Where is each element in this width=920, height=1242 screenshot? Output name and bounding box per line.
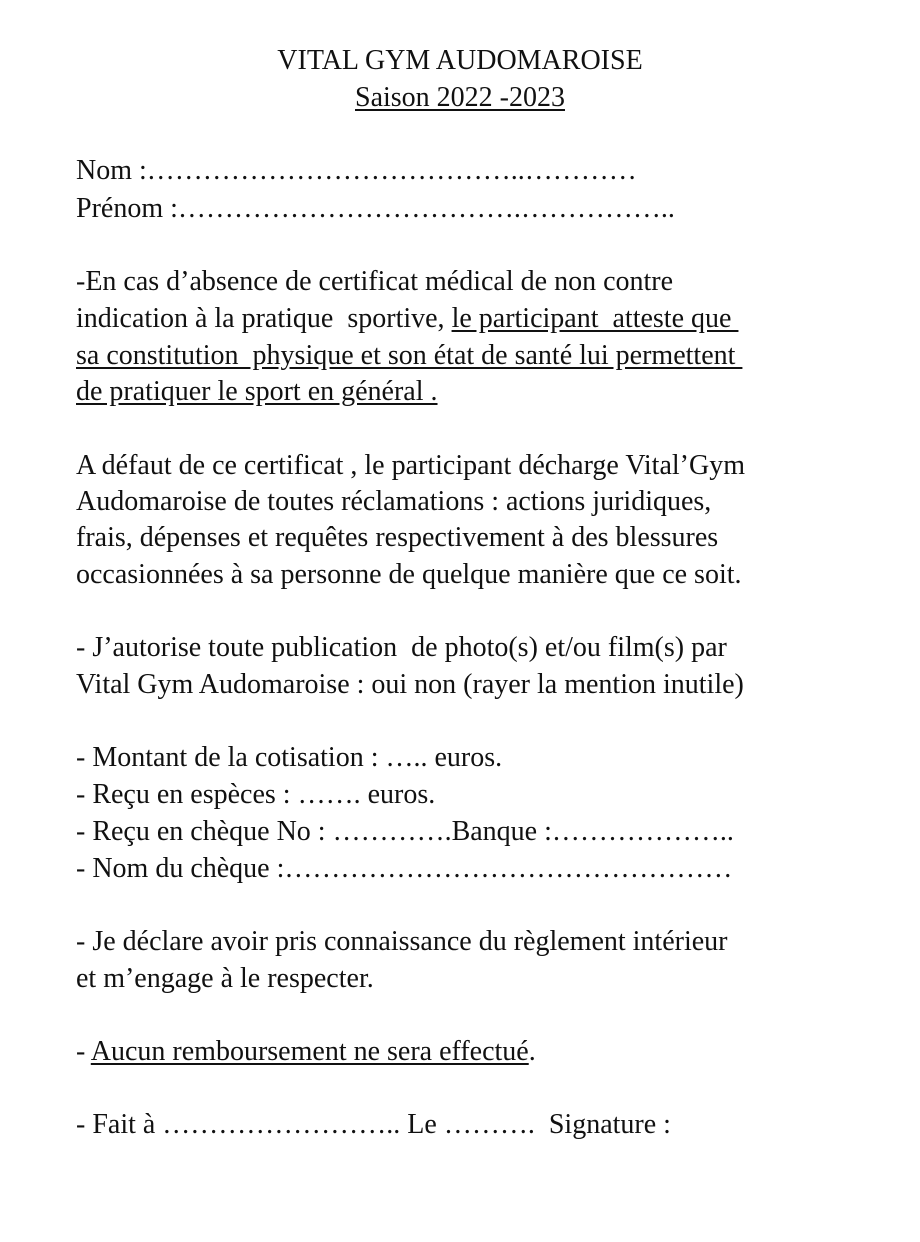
cheque-number-bank-field[interactable]: - Reçu en chèque No : ………….Banque :……………….. xyxy=(76,816,734,847)
reglement-line-1: - Je déclare avoir pris connaissance du règlement intérieur xyxy=(76,926,728,957)
refund-suffix: . xyxy=(528,1036,536,1067)
medical-text-line-2 xyxy=(76,302,738,336)
medical-attestation-line-3: sa constitution physique et son état de santé lui permettent xyxy=(76,340,743,371)
refund-notice xyxy=(76,1035,536,1069)
photo-consent-line-2[interactable]: Vital Gym Audomaroise : oui non (rayer la mention inutile) xyxy=(76,669,744,700)
medical-attestation-underlined: le participant atteste que xyxy=(451,303,739,334)
medical-text-line-1: -En cas d’absence de certificat médical de non contre xyxy=(76,266,674,297)
refund-underlined: Aucun remboursement ne sera effectué xyxy=(90,1036,529,1067)
cheque-name-field[interactable]: - Nom du chèque :………………………………………… xyxy=(76,853,733,884)
nom-field[interactable]: Nom :…………………………………..………… xyxy=(76,155,637,186)
cash-received-field[interactable]: - Reçu en espèces : ……. euros. xyxy=(76,779,436,810)
medical-text-plain: indication à la pratique sportive, xyxy=(76,303,452,334)
photo-consent-line-1: - J’autorise toute publication de photo(s) et/ou film(s) par xyxy=(76,632,727,663)
season-title: Saison 2022 -2023 xyxy=(355,82,565,113)
waiver-line-2: Audomaroise de toutes réclamations : actions juridiques, xyxy=(76,486,712,517)
reglement-line-2: et m’engage à le respecter. xyxy=(76,963,374,994)
club-title: VITAL GYM AUDOMAROISE xyxy=(277,45,643,76)
waiver-line-3: frais, dépenses et requêtes respectivement à des blessures xyxy=(76,522,719,553)
waiver-line-4: occasionnées à sa personne de quelque manière que ce soit. xyxy=(76,559,742,590)
refund-prefix: - xyxy=(76,1036,91,1067)
medical-attestation-line-4: de pratiquer le sport en général . xyxy=(76,376,438,407)
prenom-field[interactable]: Prénom :……………………………….…………….. xyxy=(76,193,675,224)
cotisation-amount-field[interactable]: - Montant de la cotisation : ….. euros. xyxy=(76,742,503,773)
signature-line[interactable]: - Fait à …………………….. Le ………. Signature : xyxy=(76,1109,671,1140)
waiver-line-1: A défaut de ce certificat , le participant décharge Vital’Gym xyxy=(76,450,745,481)
